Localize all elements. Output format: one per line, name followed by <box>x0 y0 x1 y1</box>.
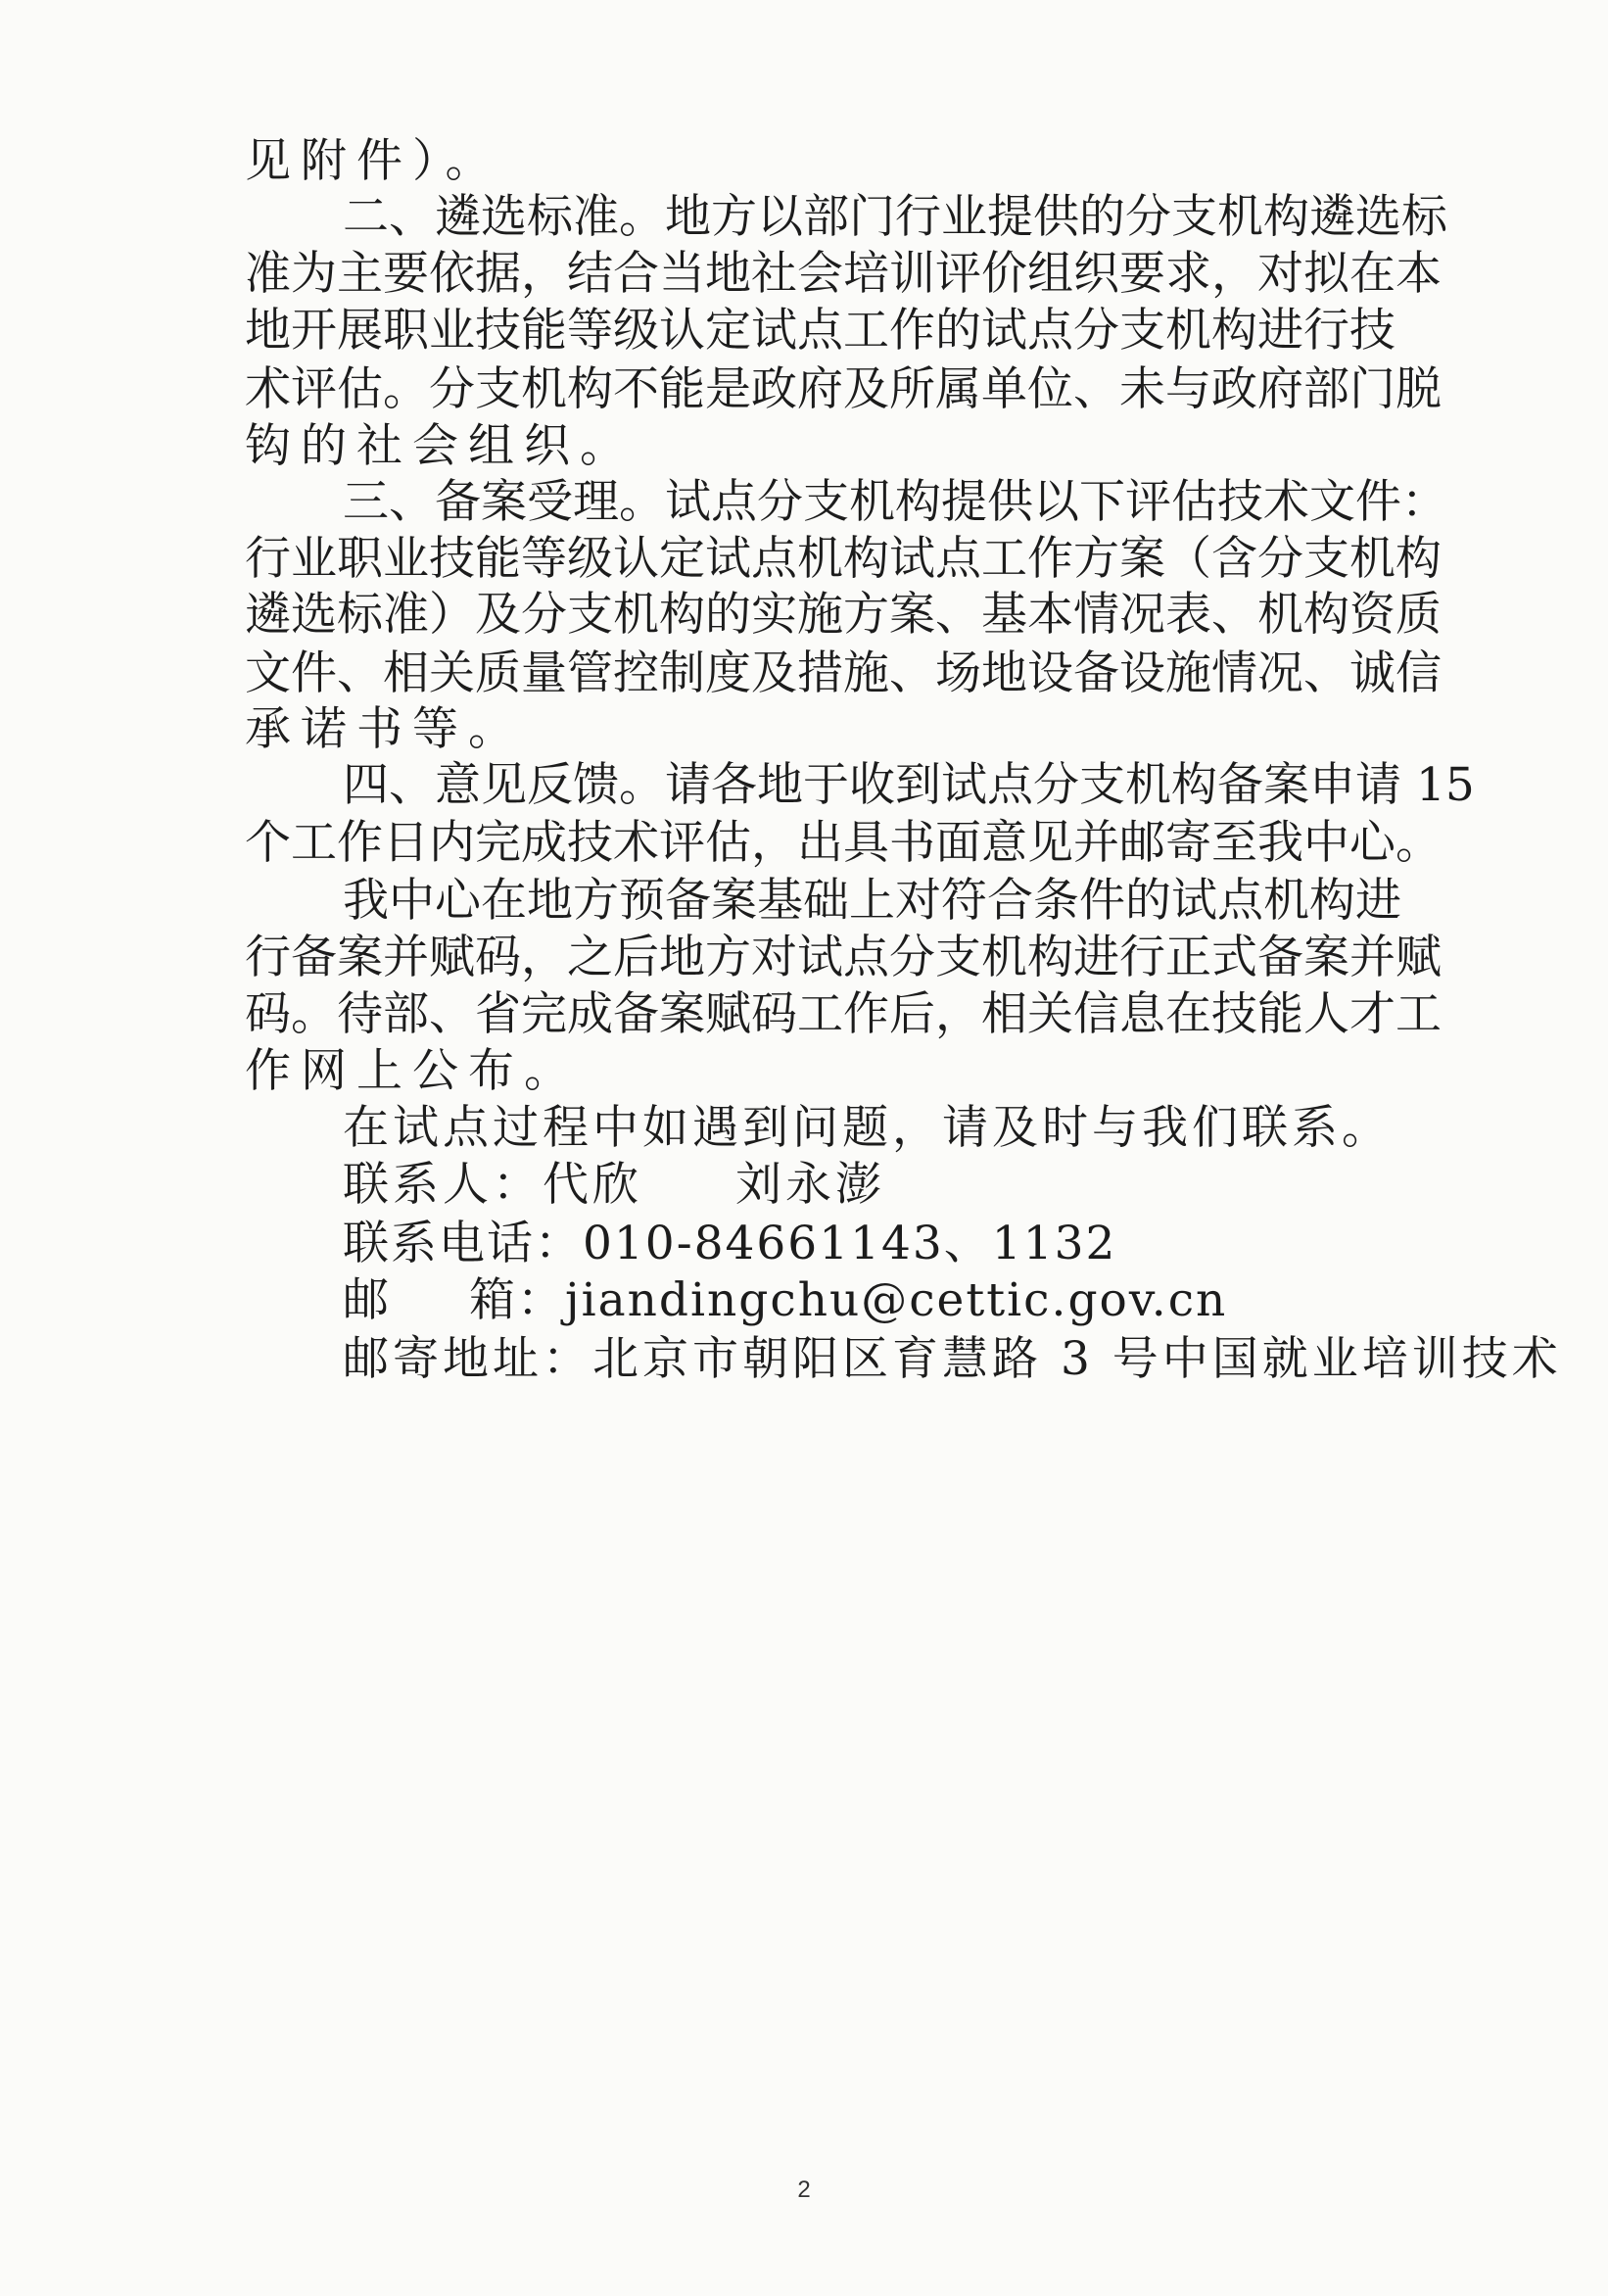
paragraph-line: 码。待部、省完成备案赋码工作后，相关信息在技能人才工 <box>245 987 1442 1041</box>
paragraph-line: 在试点过程中如遇到问题，请及时与我们联系。 <box>343 1101 1392 1155</box>
paragraph-line: 二、遴选标准。地方以部门行业提供的分支机构遴选标 <box>343 190 1447 244</box>
paragraph-line: 遴选标准）及分支机构的实施方案、基本情况表、机构资质 <box>245 588 1442 642</box>
paragraph-line: 三、备案受理。试点分支机构提供以下评估技术文件： <box>343 475 1447 529</box>
paragraph-line: 地开展职业技能等级认定试点工作的试点分支机构进行技 <box>245 304 1395 358</box>
paragraph-line: 行备案并赋码，之后地方对试点分支机构进行正式备案并赋 <box>245 931 1442 984</box>
paragraph-line: 我中心在地方预备案基础上对符合条件的试点机构进 <box>343 874 1401 928</box>
contact-person <box>343 1156 885 1215</box>
email-address: jiandingchu@cettic.gov.cn <box>565 1273 1228 1327</box>
paragraph-line: 术评估。分支机构不能是政府及所属单位、未与政府部门脱 <box>245 362 1442 416</box>
contact-person-2: 刘永澎 <box>735 1158 885 1212</box>
page-number: 2 <box>797 2176 811 2203</box>
paragraph-line: 四、意见反馈。请各地于收到试点分支机构备案申请 15 <box>343 758 1475 812</box>
contact-person-1: 代欣 <box>543 1158 642 1212</box>
paragraph-line: 见附件）。 <box>245 134 501 188</box>
paragraph-line: 钩的社会组织。 <box>245 419 636 473</box>
paragraph-line: 文件、相关质量管控制度及措施、场地设备设施情况、诚信 <box>245 646 1442 700</box>
contact-person-label: 联系人： <box>343 1158 543 1212</box>
paragraph-line: 承诺书等。 <box>245 702 524 756</box>
paragraph-line: 行业职业技能等级认定试点机构试点工作方案（含分支机构 <box>245 532 1442 586</box>
email-label-1: 邮 <box>343 1273 391 1327</box>
paragraph-line: 个工作日内完成技术评估，出具书面意见并邮寄至我中心。 <box>245 816 1442 870</box>
contact-phone: 联系电话：010-84661143、1132 <box>343 1217 1117 1270</box>
email-label-2: 箱： <box>469 1273 565 1327</box>
paragraph-line: 作网上公布。 <box>245 1044 580 1098</box>
contact-address: 邮寄地址：北京市朝阳区育慧路 3 号中国就业培训技术 <box>343 1332 1562 1386</box>
contact-email-row <box>343 1271 1227 1330</box>
paragraph-line: 准为主要依据，结合当地社会培训评价组织要求，对拟在本 <box>245 247 1442 301</box>
